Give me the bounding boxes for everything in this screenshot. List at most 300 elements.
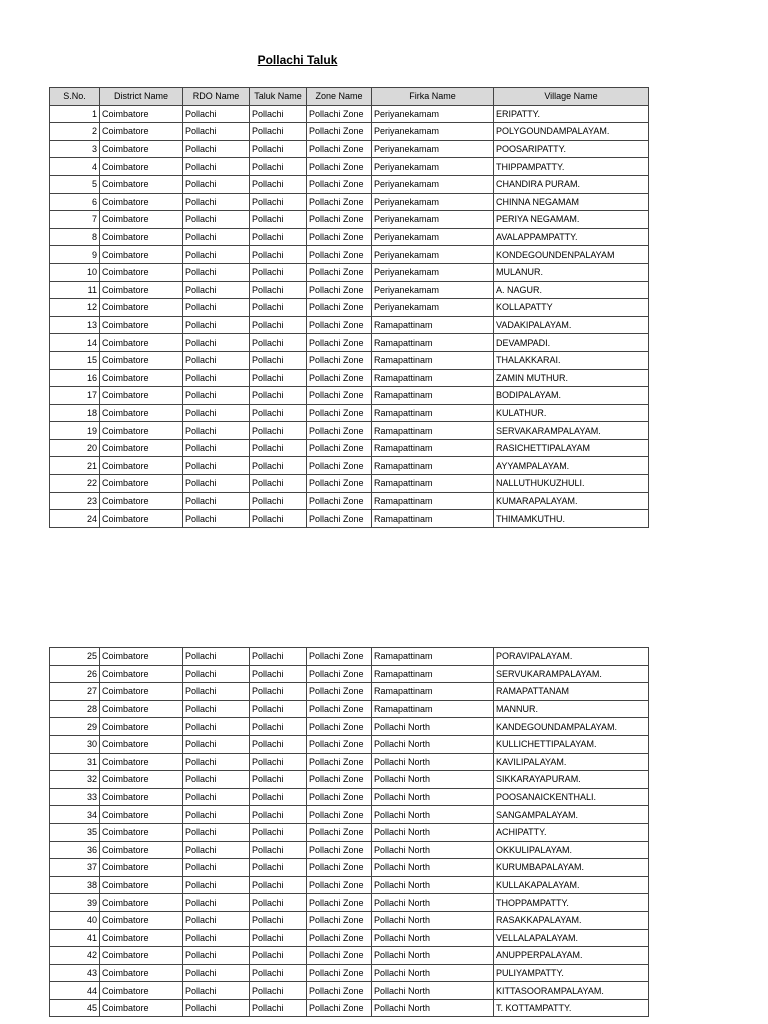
taluk-cell: Pollachi [250, 263, 307, 281]
firka-cell: Periyanekamam [372, 281, 494, 299]
rdo-cell: Pollachi [183, 771, 250, 789]
rdo-cell: Pollachi [183, 123, 250, 141]
taluk-cell: Pollachi [250, 911, 307, 929]
sno-cell: 9 [50, 246, 100, 264]
taluk-cell: Pollachi [250, 823, 307, 841]
zone-cell: Pollachi Zone [307, 351, 372, 369]
firka-cell: Pollachi North [372, 894, 494, 912]
column-header-taluk: Taluk Name [250, 88, 307, 106]
firka-cell: Periyanekamam [372, 299, 494, 317]
village-cell: VADAKIPALAYAM. [494, 316, 649, 334]
rdo-cell: Pollachi [183, 211, 250, 229]
village-cell: THIMAMKUTHU. [494, 510, 649, 528]
village-cell: POOSARIPATTY. [494, 140, 649, 158]
sno-cell: 8 [50, 228, 100, 246]
village-cell: RASAKKAPALAYAM. [494, 911, 649, 929]
rdo-cell: Pollachi [183, 665, 250, 683]
zone-cell: Pollachi Zone [307, 735, 372, 753]
taluk-cell: Pollachi [250, 123, 307, 141]
firka-cell: Pollachi North [372, 911, 494, 929]
rdo-cell: Pollachi [183, 387, 250, 405]
table-row [50, 894, 649, 912]
taluk-cell: Pollachi [250, 369, 307, 387]
village-cell: KANDEGOUNDAMPALAYAM. [494, 718, 649, 736]
taluk-cell: Pollachi [250, 964, 307, 982]
taluk-cell: Pollachi [250, 510, 307, 528]
village-cell: A. NAGUR. [494, 281, 649, 299]
village-cell: PERIYA NEGAMAM. [494, 211, 649, 229]
rdo-cell: Pollachi [183, 316, 250, 334]
district-cell: Coimbatore [100, 929, 183, 947]
zone-cell: Pollachi Zone [307, 876, 372, 894]
village-cell: THIPPAMPATTY. [494, 158, 649, 176]
firka-cell: Ramapattinam [372, 316, 494, 334]
district-cell: Coimbatore [100, 735, 183, 753]
rdo-cell: Pollachi [183, 334, 250, 352]
zone-cell: Pollachi Zone [307, 999, 372, 1017]
column-header-sno: S.No. [50, 88, 100, 106]
taluk-cell: Pollachi [250, 806, 307, 824]
zone-cell: Pollachi Zone [307, 894, 372, 912]
zone-cell: Pollachi Zone [307, 404, 372, 422]
table-body [50, 648, 649, 1017]
district-cell: Coimbatore [100, 475, 183, 493]
district-cell: Coimbatore [100, 492, 183, 510]
district-cell: Coimbatore [100, 316, 183, 334]
table-row [50, 665, 649, 683]
table-row [50, 753, 649, 771]
firka-cell: Ramapattinam [372, 369, 494, 387]
firka-cell: Periyanekamam [372, 123, 494, 141]
sno-cell: 11 [50, 281, 100, 299]
table-row [50, 387, 649, 405]
sno-cell: 35 [50, 823, 100, 841]
village-cell: T. KOTTAMPATTY. [494, 999, 649, 1017]
village-cell: PULIYAMPATTY. [494, 964, 649, 982]
firka-cell: Ramapattinam [372, 648, 494, 666]
rdo-cell: Pollachi [183, 299, 250, 317]
zone-cell: Pollachi Zone [307, 492, 372, 510]
sno-cell: 6 [50, 193, 100, 211]
table-row [50, 947, 649, 965]
taluk-cell: Pollachi [250, 947, 307, 965]
rdo-cell: Pollachi [183, 369, 250, 387]
table-row [50, 718, 649, 736]
district-cell: Coimbatore [100, 334, 183, 352]
sno-cell: 1 [50, 105, 100, 123]
zone-cell: Pollachi Zone [307, 648, 372, 666]
zone-cell: Pollachi Zone [307, 665, 372, 683]
firka-cell: Pollachi North [372, 718, 494, 736]
village-cell: THOPPAMPATTY. [494, 894, 649, 912]
zone-cell: Pollachi Zone [307, 387, 372, 405]
district-cell: Coimbatore [100, 193, 183, 211]
sno-cell: 12 [50, 299, 100, 317]
district-cell: Coimbatore [100, 964, 183, 982]
zone-cell: Pollachi Zone [307, 947, 372, 965]
district-cell: Coimbatore [100, 140, 183, 158]
district-cell: Coimbatore [100, 299, 183, 317]
zone-cell: Pollachi Zone [307, 982, 372, 1000]
sno-cell: 31 [50, 753, 100, 771]
village-cell: MULANUR. [494, 263, 649, 281]
village-cell: KUMARAPALAYAM. [494, 492, 649, 510]
firka-cell: Periyanekamam [372, 263, 494, 281]
district-cell: Coimbatore [100, 876, 183, 894]
firka-cell: Periyanekamam [372, 211, 494, 229]
taluk-cell: Pollachi [250, 700, 307, 718]
taluk-cell: Pollachi [250, 351, 307, 369]
rdo-cell: Pollachi [183, 422, 250, 440]
taluk-cell: Pollachi [250, 982, 307, 1000]
district-cell: Coimbatore [100, 105, 183, 123]
taluk-cell: Pollachi [250, 859, 307, 877]
district-cell: Coimbatore [100, 982, 183, 1000]
rdo-cell: Pollachi [183, 947, 250, 965]
zone-cell: Pollachi Zone [307, 457, 372, 475]
village-cell: KULATHUR. [494, 404, 649, 422]
district-cell: Coimbatore [100, 841, 183, 859]
sno-cell: 13 [50, 316, 100, 334]
firka-cell: Ramapattinam [372, 387, 494, 405]
sno-cell: 32 [50, 771, 100, 789]
rdo-cell: Pollachi [183, 475, 250, 493]
rdo-cell: Pollachi [183, 246, 250, 264]
rdo-cell: Pollachi [183, 263, 250, 281]
rdo-cell: Pollachi [183, 788, 250, 806]
firka-cell: Pollachi North [372, 859, 494, 877]
village-cell: DEVAMPADI. [494, 334, 649, 352]
table-row [50, 876, 649, 894]
rdo-cell: Pollachi [183, 175, 250, 193]
taluk-cell: Pollachi [250, 158, 307, 176]
rdo-cell: Pollachi [183, 964, 250, 982]
sno-cell: 18 [50, 404, 100, 422]
taluk-cell: Pollachi [250, 492, 307, 510]
taluk-cell: Pollachi [250, 404, 307, 422]
sno-cell: 23 [50, 492, 100, 510]
taluk-cell: Pollachi [250, 281, 307, 299]
rdo-cell: Pollachi [183, 806, 250, 824]
zone-cell: Pollachi Zone [307, 334, 372, 352]
taluk-cell: Pollachi [250, 753, 307, 771]
rdo-cell: Pollachi [183, 841, 250, 859]
sno-cell: 17 [50, 387, 100, 405]
village-cell: ANUPPERPALAYAM. [494, 947, 649, 965]
firka-cell: Pollachi North [372, 753, 494, 771]
rdo-cell: Pollachi [183, 140, 250, 158]
district-cell: Coimbatore [100, 263, 183, 281]
column-header-zone: Zone Name [307, 88, 372, 106]
district-cell: Coimbatore [100, 123, 183, 141]
village-cell: RASICHETTIPALAYAM [494, 439, 649, 457]
rdo-cell: Pollachi [183, 894, 250, 912]
zone-cell: Pollachi Zone [307, 105, 372, 123]
village-table-part-2 [49, 647, 649, 1017]
district-cell: Coimbatore [100, 648, 183, 666]
taluk-cell: Pollachi [250, 841, 307, 859]
district-cell: Coimbatore [100, 404, 183, 422]
table-row [50, 859, 649, 877]
taluk-cell: Pollachi [250, 387, 307, 405]
table-row [50, 457, 649, 475]
taluk-cell: Pollachi [250, 316, 307, 334]
rdo-cell: Pollachi [183, 281, 250, 299]
village-cell: AVALAPPAMPATTY. [494, 228, 649, 246]
taluk-cell: Pollachi [250, 788, 307, 806]
sno-cell: 22 [50, 475, 100, 493]
village-cell: VELLALAPALAYAM. [494, 929, 649, 947]
zone-cell: Pollachi Zone [307, 422, 372, 440]
zone-cell: Pollachi Zone [307, 771, 372, 789]
firka-cell: Pollachi North [372, 982, 494, 1000]
village-cell: KULLAKAPALAYAM. [494, 876, 649, 894]
zone-cell: Pollachi Zone [307, 510, 372, 528]
sno-cell: 44 [50, 982, 100, 1000]
zone-cell: Pollachi Zone [307, 369, 372, 387]
table-row [50, 929, 649, 947]
rdo-cell: Pollachi [183, 753, 250, 771]
sno-cell: 14 [50, 334, 100, 352]
zone-cell: Pollachi Zone [307, 211, 372, 229]
firka-cell: Periyanekamam [372, 246, 494, 264]
taluk-cell: Pollachi [250, 457, 307, 475]
district-cell: Coimbatore [100, 665, 183, 683]
firka-cell: Ramapattinam [372, 334, 494, 352]
sno-cell: 26 [50, 665, 100, 683]
firka-cell: Periyanekamam [372, 228, 494, 246]
sno-cell: 40 [50, 911, 100, 929]
rdo-cell: Pollachi [183, 439, 250, 457]
district-cell: Coimbatore [100, 211, 183, 229]
table-row [50, 964, 649, 982]
village-cell: NALLUTHUKUZHULI. [494, 475, 649, 493]
rdo-cell: Pollachi [183, 735, 250, 753]
firka-cell: Pollachi North [372, 876, 494, 894]
sno-cell: 42 [50, 947, 100, 965]
firka-cell: Pollachi North [372, 841, 494, 859]
sno-cell: 33 [50, 788, 100, 806]
firka-cell: Ramapattinam [372, 700, 494, 718]
table-row [50, 281, 649, 299]
zone-cell: Pollachi Zone [307, 859, 372, 877]
table-row [50, 982, 649, 1000]
table-body [50, 105, 649, 527]
district-cell: Coimbatore [100, 175, 183, 193]
district-cell: Coimbatore [100, 457, 183, 475]
firka-cell: Ramapattinam [372, 404, 494, 422]
rdo-cell: Pollachi [183, 193, 250, 211]
district-cell: Coimbatore [100, 700, 183, 718]
table-header-row [50, 88, 649, 106]
firka-cell: Ramapattinam [372, 510, 494, 528]
table-row [50, 806, 649, 824]
rdo-cell: Pollachi [183, 648, 250, 666]
table-row [50, 492, 649, 510]
taluk-cell: Pollachi [250, 105, 307, 123]
zone-cell: Pollachi Zone [307, 123, 372, 141]
district-cell: Coimbatore [100, 228, 183, 246]
district-cell: Coimbatore [100, 771, 183, 789]
sno-cell: 7 [50, 211, 100, 229]
table-row [50, 404, 649, 422]
taluk-cell: Pollachi [250, 735, 307, 753]
sno-cell: 3 [50, 140, 100, 158]
sno-cell: 24 [50, 510, 100, 528]
table-row [50, 263, 649, 281]
zone-cell: Pollachi Zone [307, 929, 372, 947]
rdo-cell: Pollachi [183, 351, 250, 369]
rdo-cell: Pollachi [183, 823, 250, 841]
rdo-cell: Pollachi [183, 859, 250, 877]
table-row [50, 422, 649, 440]
firka-cell: Periyanekamam [372, 158, 494, 176]
rdo-cell: Pollachi [183, 700, 250, 718]
sno-cell: 16 [50, 369, 100, 387]
village-table-part-1 [49, 87, 649, 528]
village-cell: OKKULIPALAYAM. [494, 841, 649, 859]
firka-cell: Ramapattinam [372, 351, 494, 369]
rdo-cell: Pollachi [183, 929, 250, 947]
table-row [50, 735, 649, 753]
taluk-cell: Pollachi [250, 683, 307, 701]
village-cell: POLYGOUNDAMPALAYAM. [494, 123, 649, 141]
firka-cell: Periyanekamam [372, 140, 494, 158]
firka-cell: Pollachi North [372, 947, 494, 965]
table-row [50, 648, 649, 666]
taluk-cell: Pollachi [250, 140, 307, 158]
table-row [50, 911, 649, 929]
zone-cell: Pollachi Zone [307, 806, 372, 824]
zone-cell: Pollachi Zone [307, 475, 372, 493]
rdo-cell: Pollachi [183, 158, 250, 176]
zone-cell: Pollachi Zone [307, 299, 372, 317]
village-cell: KURUMBAPALAYAM. [494, 859, 649, 877]
village-cell: SERVUKARAMPALAYAM. [494, 665, 649, 683]
taluk-cell: Pollachi [250, 228, 307, 246]
sno-cell: 28 [50, 700, 100, 718]
table-row [50, 123, 649, 141]
village-cell: ERIPATTY. [494, 105, 649, 123]
sno-cell: 38 [50, 876, 100, 894]
firka-cell: Ramapattinam [372, 457, 494, 475]
village-cell: KAVILIPALAYAM. [494, 753, 649, 771]
zone-cell: Pollachi Zone [307, 263, 372, 281]
taluk-cell: Pollachi [250, 665, 307, 683]
column-header-village: Village Name [494, 88, 649, 106]
taluk-cell: Pollachi [250, 334, 307, 352]
district-cell: Coimbatore [100, 510, 183, 528]
table-row [50, 316, 649, 334]
village-cell: RAMAPATTANAM [494, 683, 649, 701]
firka-cell: Ramapattinam [372, 683, 494, 701]
taluk-cell: Pollachi [250, 422, 307, 440]
taluk-cell: Pollachi [250, 211, 307, 229]
table-row [50, 228, 649, 246]
village-cell: ACHIPATTY. [494, 823, 649, 841]
village-cell: SIKKARAYAPURAM. [494, 771, 649, 789]
village-cell: SANGAMPALAYAM. [494, 806, 649, 824]
district-cell: Coimbatore [100, 683, 183, 701]
district-cell: Coimbatore [100, 422, 183, 440]
table-row [50, 369, 649, 387]
district-cell: Coimbatore [100, 753, 183, 771]
table-row [50, 510, 649, 528]
district-cell: Coimbatore [100, 823, 183, 841]
district-cell: Coimbatore [100, 369, 183, 387]
taluk-cell: Pollachi [250, 299, 307, 317]
district-cell: Coimbatore [100, 999, 183, 1017]
zone-cell: Pollachi Zone [307, 964, 372, 982]
sno-cell: 27 [50, 683, 100, 701]
table-row [50, 351, 649, 369]
firka-cell: Pollachi North [372, 771, 494, 789]
table-row [50, 246, 649, 264]
table-row [50, 140, 649, 158]
column-header-firka: Firka Name [372, 88, 494, 106]
firka-cell: Ramapattinam [372, 422, 494, 440]
firka-cell: Ramapattinam [372, 439, 494, 457]
taluk-cell: Pollachi [250, 929, 307, 947]
firka-cell: Pollachi North [372, 929, 494, 947]
taluk-cell: Pollachi [250, 175, 307, 193]
taluk-cell: Pollachi [250, 439, 307, 457]
sno-cell: 41 [50, 929, 100, 947]
village-cell: CHINNA NEGAMAM [494, 193, 649, 211]
table-row [50, 175, 649, 193]
sno-cell: 45 [50, 999, 100, 1017]
taluk-cell: Pollachi [250, 475, 307, 493]
village-cell: POOSANAICKENTHALI. [494, 788, 649, 806]
sno-cell: 19 [50, 422, 100, 440]
zone-cell: Pollachi Zone [307, 246, 372, 264]
sno-cell: 34 [50, 806, 100, 824]
table-row [50, 683, 649, 701]
village-cell: SERVAKARAMPALAYAM. [494, 422, 649, 440]
village-cell: CHANDIRA PURAM. [494, 175, 649, 193]
district-cell: Coimbatore [100, 246, 183, 264]
table-row [50, 193, 649, 211]
zone-cell: Pollachi Zone [307, 140, 372, 158]
table-row [50, 475, 649, 493]
zone-cell: Pollachi Zone [307, 700, 372, 718]
table-row [50, 823, 649, 841]
sno-cell: 21 [50, 457, 100, 475]
village-cell: THALAKKARAI. [494, 351, 649, 369]
rdo-cell: Pollachi [183, 911, 250, 929]
sno-cell: 2 [50, 123, 100, 141]
table-row [50, 105, 649, 123]
column-header-district: District Name [100, 88, 183, 106]
zone-cell: Pollachi Zone [307, 823, 372, 841]
taluk-cell: Pollachi [250, 648, 307, 666]
sno-cell: 10 [50, 263, 100, 281]
zone-cell: Pollachi Zone [307, 841, 372, 859]
village-cell: MANNUR. [494, 700, 649, 718]
firka-cell: Ramapattinam [372, 492, 494, 510]
table-row [50, 999, 649, 1017]
district-cell: Coimbatore [100, 158, 183, 176]
district-cell: Coimbatore [100, 351, 183, 369]
zone-cell: Pollachi Zone [307, 175, 372, 193]
table-row [50, 211, 649, 229]
district-cell: Coimbatore [100, 281, 183, 299]
rdo-cell: Pollachi [183, 492, 250, 510]
district-cell: Coimbatore [100, 806, 183, 824]
table-row [50, 841, 649, 859]
table-row [50, 439, 649, 457]
page-title: Pollachi Taluk [257, 53, 338, 67]
